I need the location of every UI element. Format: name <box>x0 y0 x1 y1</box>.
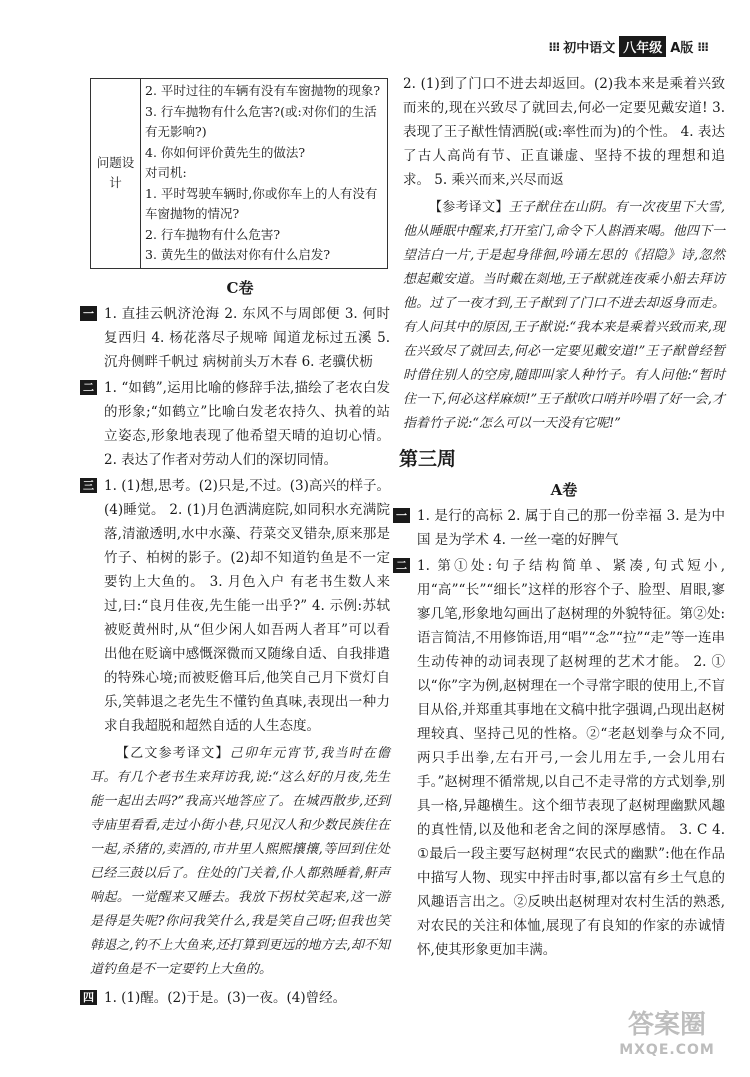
table-line: 2. 行车抛物有什么危害? <box>145 226 281 242</box>
translation-block <box>403 196 725 436</box>
right-column <box>396 72 725 964</box>
answer-item <box>83 376 390 472</box>
header-dots-right: ⁝⁝⁝ <box>697 39 708 54</box>
table-line: 3. 黄先生的做法对你有什么启发? <box>145 247 331 262</box>
question-design-table <box>90 78 388 269</box>
translation-block <box>90 742 390 982</box>
answer-text: 1. (1)醒。(2)于是。(3)一夜。(4)曾经。 <box>104 989 347 1006</box>
table-label: 问题设计 <box>91 79 141 269</box>
answer-text: 1. 第①处:句子结构简单、紧凑,句式短小,用“高”“长”“细长”这样的形容个子、脸型、眉眼,寥寥几笔,形象地勾画出了赵树理的外貌特征。第②处:语言简洁,不用修饰语,用“唱”“念”“拉”“走”等一连串生动传神的动词表现了赵树理的艺术才能。 2. ①以“你”字为例,赵树理在一个寻常字眼的使用上,不盲目从俗,并郑重其事地在文稿中批字强调,凸现出赵树理较真、坚持己见的性格。②“老赵划拳与众不同,两只手出拳,左右开弓,一会儿用左手,一会儿用右手。”赵树理不循常规,以自己不走寻常的方式划拳,别具一格,异趣横生。这个细节表现了赵树理幽默风趣的真性情,以及他和老舍之间的深厚感情。 3. C 4. ①最后一段主要写赵树理“农民式的幽默”:他在作品中描写人物、现实中抨击时事,都以富有乡土气息的风趣语言出之。②反映出赵树理对农村生活的熟悉,对农民的关注和体恤,展现了有良知的作家的赤诚情怀,使其形象更加丰满。 <box>417 558 725 958</box>
page-header <box>549 36 708 57</box>
header-subject: 初中语文 <box>563 41 616 56</box>
answer-text: 1. 是行的高标 2. 属于自己的那一份幸福 3. 是为中国 是为学术 4. 一丝一毫的好脾气 <box>417 508 725 548</box>
item-index-badge: 三 <box>80 478 97 493</box>
watermark-line1: 答案圈 <box>627 1010 706 1040</box>
table-line: 2. 平时过往的车辆有没有车窗抛物的现象? <box>145 83 381 98</box>
answer-item <box>403 72 725 192</box>
week-title: 第三周 <box>399 448 457 470</box>
table-content <box>141 79 388 269</box>
item-index-badge: 二 <box>80 380 97 395</box>
answer-text: 1. (1)想,思考。(2)只是,不过。(3)高兴的样子。(4)睡觉。 2. (1)月色洒满庭院,如同积水充满院落,清澈透明,水中水藻、荇菜交叉错杂,原来那是竹子、柏树的影子。(2)却不知道钓鱼是不一定要钓上大鱼的。 3. 月色入户 有老书生数人来过,曰:“良月佳夜,先生能一出乎?” 4. 示例:苏轼被贬黄州时,从“但少闲人如吾两人者耳”可以看出他在贬谪中感慨深微而又随缘自适、自我排遣的特殊心境;而被贬儋耳后,他笑自己月下赏灯自乐,笑韩退之老先生不懂钓鱼真味,表现出一种力求自我超脱和超然自适的人生态度。 <box>104 477 390 734</box>
answer-text: 2. (1)到了门口不进去却返回。(2)我本来是乘着兴致而来的,现在兴致尽了就回去,何必一定要见戴安道! 3. 表现了王子猷性情洒脱(或:率性而为)的个性。 4. 表达了古人高尚有节、正直谦虚、坚持不拔的理想和追求。 5. 乘兴而来,兴尽而返 <box>403 76 725 188</box>
c-juan-title: C卷 <box>226 278 254 297</box>
left-column <box>83 72 390 1012</box>
table-line: 对司机: <box>145 165 187 180</box>
header-edition: A版 <box>670 41 694 56</box>
watermark-logo <box>602 1009 732 1069</box>
answer-item <box>83 302 390 374</box>
translation-tag: 【参考译文】 <box>429 200 509 215</box>
table-line: 3. 行车抛物有什么危害?(或:对你们的生活有无影响?) <box>145 103 377 139</box>
header-dots-left: ⁝⁝⁝ <box>548 39 560 54</box>
table-line: 4. 你如何评价黄先生的做法? <box>145 144 306 160</box>
header-grade-badge: 八年级 <box>619 36 666 57</box>
item-index-badge: 一 <box>80 306 97 321</box>
table-line: 1. 平时驾驶车辆时,你或你车上的人有没有车窗抛物的情况? <box>145 185 378 221</box>
answer-text: 1. “如鹤”,运用比喻的修辞手法,描绘了老农白发的形象;“如鹤立”比喻白发老农持久、执着的站立姿态,形象地表现了他希望天晴的迫切心情。 2. 表达了作者对劳动人们的深切同情。 <box>104 379 390 468</box>
item-index-badge: 一 <box>393 508 410 523</box>
answer-text: 1. 直挂云帆济沧海 2. 东风不与周郎便 3. 何时复西归 4. 杨花落尽子规啼 闻道龙标过五溪 5. 沉舟侧畔千帆过 病树前头万木春 6. 老骥伏枥 <box>104 305 390 370</box>
item-index-badge: 二 <box>393 558 410 573</box>
translation-tag: 【乙文参考译文】 <box>116 745 230 761</box>
a-juan-title: A卷 <box>550 481 578 499</box>
translation-text: 己卯年元宵节,我当时在儋耳。有几个老书生来拜访我,说:“这么好的月夜,先生能一起出去吗?”我高兴地答应了。在城西散步,还到寺庙里看看,走过小街小巷,只见汉人和少数民族住在一起,杀猪的,卖酒的,市井里人熙熙攘攘,等回到住处已经三鼓以后了。住处的门关着,仆人都熟睡着,鼾声响起。一觉醒来又睡去。我放下拐杖笑起来,这一游是得是失呢?你问我笑什么,我是笑自己呀;但我也笑韩退之,钓不上大鱼来,还打算到更远的地方去,却不知道钓鱼是不一定要钓上大鱼的。 <box>90 745 390 977</box>
answer-item <box>83 474 390 738</box>
answer-item <box>83 986 390 1010</box>
watermark-line2: MXQE.COM <box>619 1042 715 1058</box>
translation-text: 王子猷住在山阴。有一次夜里下大雪,他从睡眠中醒来,打开室门,命令下人斟酒来喝。他四下一望洁白一片,于是起身徘徊,吟诵左思的《招隐》诗,忽然想起戴安道。当时戴在剡地,王子猷就连夜乘小船去拜访他。过了一夜才到,王子猷到了门口不进去却返身而走。有人问其中的原因,王子猷说:“我本来是乘着兴致而来,现在兴致尽了就回去,何必一定要见戴安道!”王子猷曾经暂时借住别人的空房,随即叫家人种竹子。有人问他:“暂时住一下,何必这样麻烦!”王子猷吹口哨并吟唱了好一会,才指着竹子说:“怎么可以一天没有它呢!” <box>403 200 725 431</box>
item-index-badge: 四 <box>80 990 97 1005</box>
answer-item <box>396 504 725 552</box>
answer-item <box>396 554 725 962</box>
